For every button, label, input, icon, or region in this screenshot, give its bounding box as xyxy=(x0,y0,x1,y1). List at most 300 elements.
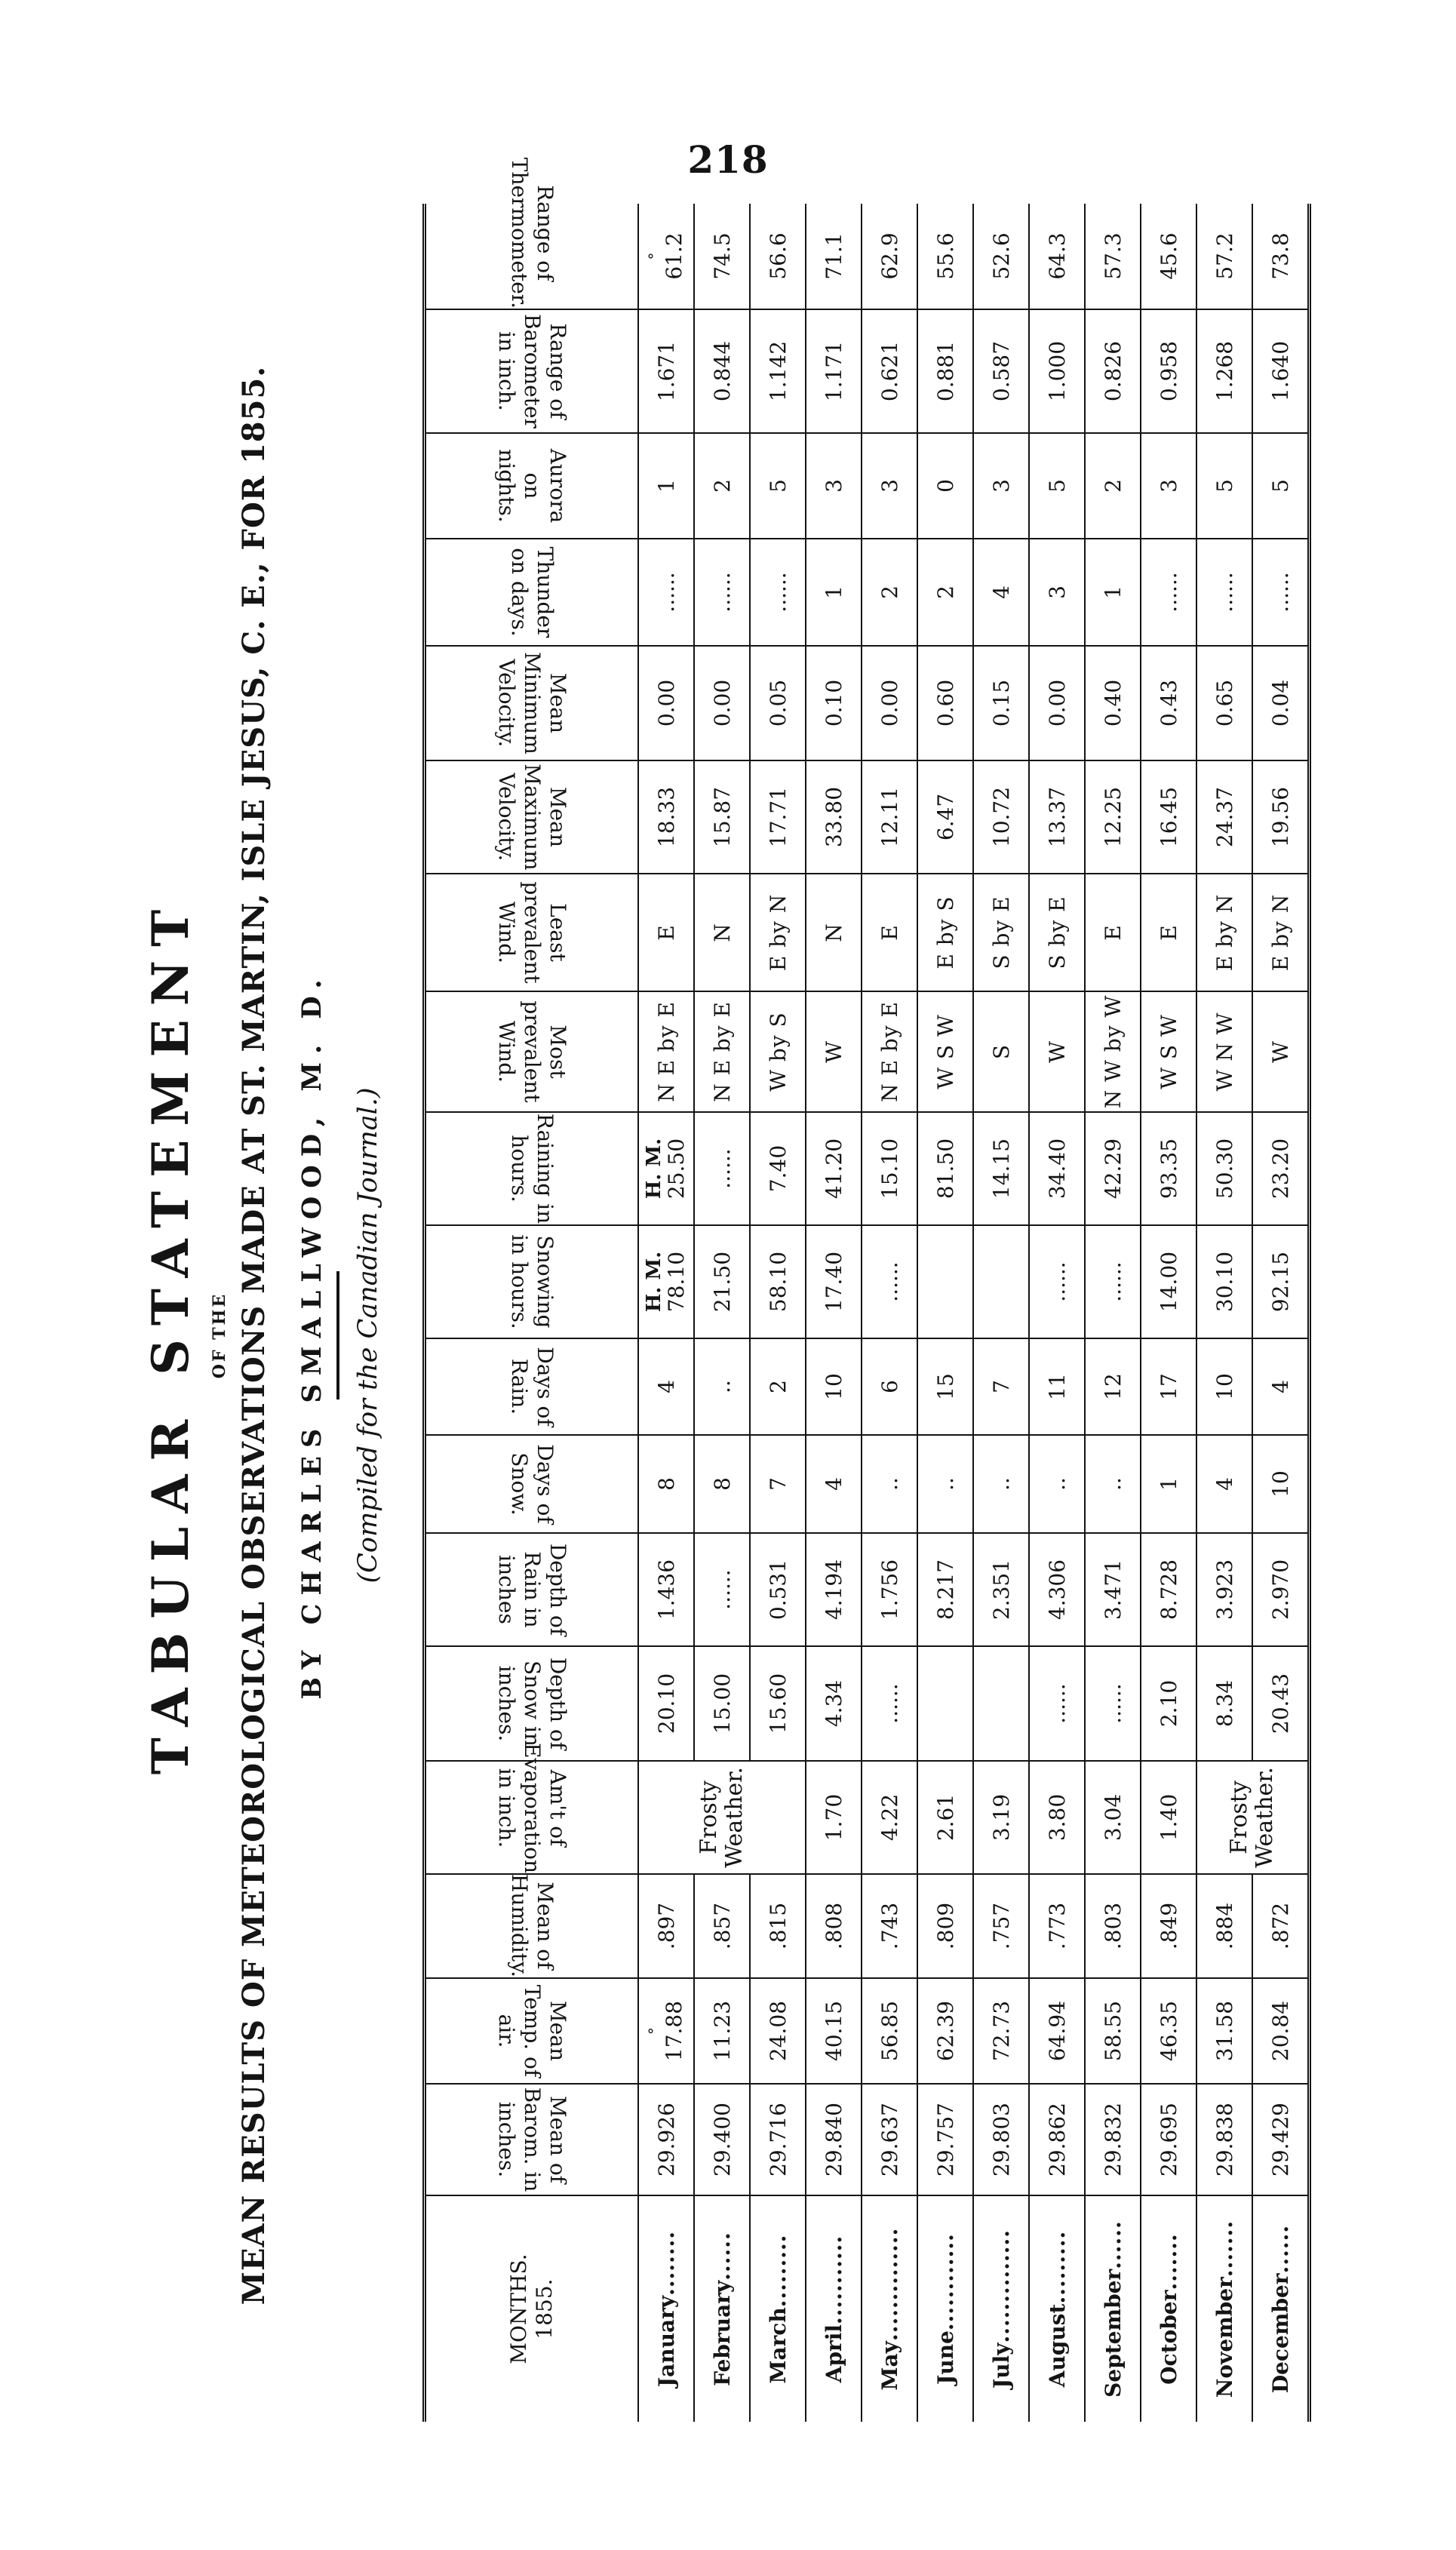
data-cell-aurora xyxy=(806,433,862,539)
data-cell-snow-depth xyxy=(806,1646,862,1761)
data-cell-rain-depth xyxy=(806,1533,862,1646)
data-cell-rain-depth xyxy=(1029,1533,1085,1646)
data-cell-temp xyxy=(1085,1978,1141,2084)
column-header xyxy=(425,646,639,760)
table-header-row xyxy=(425,204,639,2422)
data-cell-rain-days xyxy=(638,1338,694,1435)
cell-value: 10 xyxy=(1267,1470,1293,1498)
data-cell-barom xyxy=(917,2084,973,2195)
data-cell-range-therm xyxy=(862,204,917,309)
data-cell-humid xyxy=(973,1874,1029,1978)
cell-value: 0.00 xyxy=(877,679,902,727)
data-cell-snow-days xyxy=(1196,1435,1252,1533)
cell-value: 17.88 xyxy=(661,2000,687,2062)
cell-value: 3.923 xyxy=(1212,1559,1237,1621)
column-header xyxy=(425,1225,639,1338)
cell-value: ...... xyxy=(709,1148,735,1189)
data-cell-range-therm xyxy=(694,204,750,309)
month-cell xyxy=(1252,2195,1310,2422)
data-cell-rain-days xyxy=(750,1338,806,1435)
cell-value: .. xyxy=(988,1477,1014,1491)
month-label: May xyxy=(877,2341,902,2391)
table-row xyxy=(973,204,1029,2422)
data-cell-min-vel xyxy=(750,646,806,760)
data-cell-max-vel xyxy=(1252,760,1310,874)
cell-value: 62.39 xyxy=(932,2000,958,2062)
data-cell-max-vel xyxy=(750,760,806,874)
column-header-label: Most prevalent Wind. xyxy=(494,1000,570,1103)
cell-value: 19.56 xyxy=(1267,786,1293,848)
degree-symbol: ° xyxy=(644,252,663,260)
cell-value: .815 xyxy=(765,1902,791,1950)
data-cell-most-wind xyxy=(917,991,973,1112)
data-cell-snow-depth xyxy=(862,1646,917,1761)
data-cell-range-therm xyxy=(917,204,973,309)
cell-value: 0 xyxy=(932,479,958,493)
data-cell-min-vel xyxy=(638,646,694,760)
cell-value: ...... xyxy=(1100,1261,1126,1302)
data-cell-rain-hours xyxy=(862,1112,917,1225)
of-the-label: OF THE xyxy=(210,1292,229,1379)
data-cell-range-therm xyxy=(638,204,694,309)
data-cell-barom xyxy=(1085,2084,1141,2195)
cell-value: 0.844 xyxy=(709,340,735,402)
cell-value: 29.862 xyxy=(1044,2103,1070,2177)
cell-value: 29.840 xyxy=(821,2103,846,2177)
month-label: December xyxy=(1267,2273,1293,2394)
data-cell-aurora xyxy=(750,433,806,539)
data-cell-min-vel xyxy=(1196,646,1252,760)
column-header-label: Depth of Rain in inches xyxy=(494,1543,570,1636)
data-cell-aurora xyxy=(1029,433,1085,539)
cell-value: ...... xyxy=(877,1683,902,1724)
cell-value: 8 xyxy=(653,1477,679,1491)
data-cell-range-therm xyxy=(1252,204,1310,309)
data-cell-range-therm xyxy=(1196,204,1252,309)
leader-dots: ...... xyxy=(1267,2224,1293,2274)
data-cell-snow-depth xyxy=(917,1646,973,1761)
data-cell-temp xyxy=(917,1978,973,2084)
leader-dots: ...... xyxy=(709,2232,735,2281)
cell-value: 10 xyxy=(1212,1373,1237,1400)
data-cell-most-wind xyxy=(1196,991,1252,1112)
column-header-label: Days of Rain. xyxy=(507,1347,558,1427)
cell-value: 1.640 xyxy=(1267,340,1293,402)
data-cell-rain-days xyxy=(806,1338,862,1435)
cell-value: 3 xyxy=(1156,479,1181,493)
data-cell-max-vel xyxy=(1029,760,1085,874)
data-cell-rain-hours xyxy=(1085,1112,1141,1225)
cell-value: 29.757 xyxy=(932,2103,958,2177)
data-cell-range-bar xyxy=(694,309,750,433)
cell-value: 4 xyxy=(1212,1477,1237,1491)
cell-value: 10.72 xyxy=(988,786,1014,848)
cell-value: 0.60 xyxy=(932,679,958,727)
data-cell-rain-days xyxy=(917,1338,973,1435)
column-header-label: Range of Thermometer. xyxy=(507,157,558,309)
column-header xyxy=(425,157,639,309)
month-cell xyxy=(694,2195,750,2422)
month-cell xyxy=(638,2195,694,2422)
cell-value: .. xyxy=(1044,1477,1070,1491)
cell-value: 3.04 xyxy=(1100,1793,1126,1842)
cell-value: 21.50 xyxy=(709,1251,735,1313)
cell-value: 5 xyxy=(1267,479,1293,493)
data-cell-snow-days xyxy=(1085,1435,1141,1533)
data-cell-snow-hours xyxy=(638,1225,694,1338)
column-header xyxy=(425,1646,639,1761)
column-header xyxy=(425,1112,639,1225)
data-cell-rain-days xyxy=(1196,1338,1252,1435)
data-cell-rain-days xyxy=(1252,1338,1310,1435)
data-cell-aurora xyxy=(694,433,750,539)
data-cell-snow-days xyxy=(917,1435,973,1533)
data-cell-least-wind xyxy=(1141,874,1196,991)
frosty-weather-label: Frosty Weather. xyxy=(696,1767,748,1868)
hours-minutes-unit: H. M. xyxy=(642,1138,665,1200)
table-row xyxy=(806,204,862,2422)
data-cell-rain-depth xyxy=(1252,1533,1310,1646)
data-cell-evap xyxy=(806,1761,862,1874)
cell-value: 29.838 xyxy=(1212,2103,1237,2177)
leader-dots: ............ xyxy=(932,2233,958,2331)
cell-value: 81.50 xyxy=(932,1138,958,1200)
cell-value: 92.15 xyxy=(1267,1251,1293,1313)
cell-value: 45.6 xyxy=(1156,232,1181,280)
table-row xyxy=(1029,204,1085,2422)
cell-value: 58.10 xyxy=(765,1251,791,1313)
cell-value: .. xyxy=(1100,1477,1126,1491)
column-header-label: Mean of Humidity. xyxy=(507,1873,558,1978)
cell-value: 12.11 xyxy=(877,786,902,848)
cell-value: ...... xyxy=(765,572,791,613)
table-row xyxy=(1252,204,1310,2422)
column-header xyxy=(425,539,639,646)
cell-value: .803 xyxy=(1100,1902,1126,1950)
cell-value: .. xyxy=(932,1477,958,1491)
data-cell-range-therm xyxy=(1141,204,1196,309)
cell-value: 64.94 xyxy=(1044,2000,1070,2062)
data-cell-snow-hours xyxy=(1252,1225,1310,1338)
cell-value: 17.71 xyxy=(765,786,791,848)
cell-value: N xyxy=(709,923,735,942)
data-cell-most-wind xyxy=(806,991,862,1112)
data-cell-aurora xyxy=(1141,433,1196,539)
cell-value: 29.695 xyxy=(1156,2103,1181,2177)
cell-value: 56.85 xyxy=(877,2000,902,2062)
cell-value: ...... xyxy=(1100,1683,1126,1724)
cell-value: ...... xyxy=(1212,572,1237,613)
cell-value: 0.881 xyxy=(932,340,958,402)
month-label: August xyxy=(1044,2303,1070,2388)
data-cell-rain-hours xyxy=(917,1112,973,1225)
data-cell-range-bar xyxy=(1029,309,1085,433)
cell-value: 4 xyxy=(653,1380,679,1393)
month-label: March xyxy=(765,2307,791,2384)
cell-value: 57.2 xyxy=(1212,232,1237,280)
month-label: July xyxy=(988,2343,1014,2389)
cell-value: .743 xyxy=(877,1902,902,1950)
cell-value: W S W xyxy=(932,1014,958,1089)
data-cell-range-therm xyxy=(973,204,1029,309)
data-cell-temp xyxy=(750,1978,806,2084)
data-cell-evap xyxy=(1085,1761,1141,1874)
data-cell-snow-hours xyxy=(750,1225,806,1338)
cell-value: 7 xyxy=(765,1477,791,1491)
cell-value: 72.73 xyxy=(988,2000,1014,2062)
data-cell-barom xyxy=(1196,2084,1252,2195)
cell-value: 7 xyxy=(988,1380,1014,1393)
data-cell-snow-depth xyxy=(1196,1646,1252,1761)
data-cell-temp xyxy=(638,1978,694,2084)
cell-value: 29.803 xyxy=(988,2103,1014,2177)
data-cell-snow-depth xyxy=(1085,1646,1141,1761)
cell-value: 0.05 xyxy=(765,679,791,727)
column-header xyxy=(425,1338,639,1435)
data-cell-humid xyxy=(1029,1874,1085,1978)
cell-value: 2 xyxy=(932,585,958,599)
cell-value: 8.728 xyxy=(1156,1559,1181,1621)
data-cell-snow-days xyxy=(1141,1435,1196,1533)
cell-value: 8.217 xyxy=(932,1559,958,1621)
cell-value: 3 xyxy=(988,479,1014,493)
cell-value: 3.471 xyxy=(1100,1559,1126,1621)
data-cell-most-wind xyxy=(694,991,750,1112)
title-block xyxy=(136,234,407,2437)
leader-dots: ...... xyxy=(1100,2220,1126,2269)
cell-value: 7.40 xyxy=(765,1144,791,1193)
cell-value: 57.3 xyxy=(1100,232,1126,280)
cell-value: 1 xyxy=(653,479,679,493)
cell-value: 18.33 xyxy=(653,786,679,848)
cell-value: 33.80 xyxy=(821,786,846,848)
data-cell-snow-days xyxy=(1252,1435,1310,1533)
cell-value: 1 xyxy=(1100,585,1126,599)
leader-dots: .............. xyxy=(877,2227,902,2342)
data-cell-range-therm xyxy=(750,204,806,309)
data-cell-barom xyxy=(1029,2084,1085,2195)
frosty-weather-cell xyxy=(638,1761,806,1874)
cell-value: 29.400 xyxy=(709,2103,735,2177)
data-cell-min-vel xyxy=(806,646,862,760)
cell-value: 1.171 xyxy=(821,340,846,402)
cell-value: E xyxy=(653,924,679,941)
table-row xyxy=(750,204,806,2422)
hours-minutes-unit: H. M. xyxy=(642,1251,665,1313)
column-header xyxy=(425,2084,639,2195)
year-header-label: 1855. xyxy=(532,2278,557,2340)
data-cell-min-vel xyxy=(694,646,750,760)
cell-value: 11 xyxy=(1044,1373,1070,1400)
data-cell-max-vel xyxy=(1085,760,1141,874)
table-row xyxy=(1085,204,1141,2422)
data-cell-range-bar xyxy=(917,309,973,433)
data-cell-thunder xyxy=(1141,539,1196,646)
cell-value: 56.6 xyxy=(765,232,791,280)
cell-value: 1.142 xyxy=(765,340,791,402)
table-row xyxy=(1196,204,1252,2422)
column-header-label: Days of Snow. xyxy=(507,1444,558,1524)
data-cell-max-vel xyxy=(1196,760,1252,874)
data-cell-most-wind xyxy=(1029,991,1085,1112)
cell-value: 15 xyxy=(932,1373,958,1400)
cell-value: 2.10 xyxy=(1156,1679,1181,1728)
data-cell-snow-depth xyxy=(638,1646,694,1761)
month-cell xyxy=(1085,2195,1141,2422)
table-row xyxy=(862,204,917,2422)
cell-value: 5 xyxy=(1212,479,1237,493)
column-header xyxy=(425,433,639,539)
data-cell-aurora xyxy=(638,433,694,539)
data-cell-snow-days xyxy=(694,1435,750,1533)
data-cell-rain-hours xyxy=(806,1112,862,1225)
degree-symbol: ° xyxy=(644,2027,663,2035)
data-cell-snow-days xyxy=(1029,1435,1085,1533)
data-cell-least-wind xyxy=(694,874,750,991)
data-cell-most-wind xyxy=(1141,991,1196,1112)
data-cell-rain-hours xyxy=(973,1112,1029,1225)
data-cell-evap xyxy=(917,1761,973,1874)
cell-value: 13.37 xyxy=(1044,786,1070,848)
column-header-label: Mean Temp. of air. xyxy=(494,1984,570,2078)
data-cell-least-wind xyxy=(750,874,806,991)
column-header-label: Least prevalent Wind. xyxy=(494,881,570,984)
cell-value: 15.87 xyxy=(709,786,735,848)
cell-value: 0.00 xyxy=(1044,679,1070,727)
cell-value: 78.10 xyxy=(663,1251,689,1313)
data-cell-aurora xyxy=(862,433,917,539)
cell-value: 58.55 xyxy=(1100,2000,1126,2062)
cell-value: 17.40 xyxy=(821,1251,846,1313)
cell-value: S by E xyxy=(1044,896,1070,969)
data-cell-thunder xyxy=(750,539,806,646)
data-cell-least-wind xyxy=(1252,874,1310,991)
cell-value: W xyxy=(1044,1040,1070,1063)
data-cell-aurora xyxy=(917,433,973,539)
data-cell-snow-depth xyxy=(1029,1646,1085,1761)
data-cell-barom xyxy=(750,2084,806,2195)
month-label: June xyxy=(932,2330,958,2385)
data-cell-rain-days xyxy=(694,1338,750,1435)
cell-value: W xyxy=(1267,1040,1293,1063)
column-header-label: Mean of Barom. in inches. xyxy=(494,2087,570,2192)
cell-value: 1.756 xyxy=(877,1559,902,1621)
data-cell-most-wind xyxy=(973,991,1029,1112)
data-cell-humid xyxy=(917,1874,973,1978)
table-row xyxy=(1141,204,1196,2422)
data-cell-most-wind xyxy=(862,991,917,1112)
cell-value: 0.958 xyxy=(1156,340,1181,402)
cell-value: .857 xyxy=(709,1902,735,1950)
cell-value: .809 xyxy=(932,1902,958,1950)
cell-value: 20.10 xyxy=(653,1673,679,1734)
leader-dots: .............. xyxy=(988,2229,1014,2343)
cell-value: 4 xyxy=(1267,1380,1293,1393)
data-cell-max-vel xyxy=(694,760,750,874)
data-cell-evap xyxy=(973,1761,1029,1874)
data-cell-barom xyxy=(1141,2084,1196,2195)
month-label: February xyxy=(709,2280,735,2386)
data-cell-min-vel xyxy=(1085,646,1141,760)
cell-value: 17 xyxy=(1156,1373,1181,1400)
month-cell xyxy=(862,2195,917,2422)
month-cell xyxy=(917,2195,973,2422)
data-cell-humid xyxy=(750,1874,806,1978)
data-cell-temp xyxy=(1141,1978,1196,2084)
cell-value: 2.351 xyxy=(988,1559,1014,1621)
cell-value: 3.80 xyxy=(1044,1793,1070,1842)
month-cell xyxy=(1196,2195,1252,2422)
data-cell-rain-depth xyxy=(973,1533,1029,1646)
data-cell-barom xyxy=(638,2084,694,2195)
document-title: TABULAR STATEMENT xyxy=(141,896,200,1775)
month-cell xyxy=(806,2195,862,2422)
cell-value: 55.6 xyxy=(932,232,958,280)
cell-value: 14.00 xyxy=(1156,1251,1181,1313)
cell-value: ...... xyxy=(1044,1261,1070,1302)
data-cell-max-vel xyxy=(806,760,862,874)
cell-value: 3.19 xyxy=(988,1793,1014,1842)
column-header xyxy=(425,874,639,991)
data-cell-rain-hours xyxy=(1029,1112,1085,1225)
data-cell-rain-depth xyxy=(694,1533,750,1646)
data-cell-range-therm xyxy=(1085,204,1141,309)
data-cell-snow-days xyxy=(750,1435,806,1533)
data-cell-thunder xyxy=(973,539,1029,646)
cell-value: 2 xyxy=(765,1380,791,1393)
data-cell-least-wind xyxy=(806,874,862,991)
frosty-weather-label: Frosty Weather. xyxy=(1226,1767,1278,1868)
data-cell-snow-days xyxy=(806,1435,862,1533)
cell-value: W xyxy=(821,1040,846,1063)
cell-value: 1.671 xyxy=(653,340,679,402)
data-cell-thunder xyxy=(1085,539,1141,646)
cell-value: 40.15 xyxy=(821,2000,846,2062)
data-cell-min-vel xyxy=(1252,646,1310,760)
month-label: September xyxy=(1100,2269,1126,2398)
cell-value: 0.531 xyxy=(765,1559,791,1621)
cell-value: ...... xyxy=(877,1261,902,1302)
data-cell-most-wind xyxy=(1085,991,1141,1112)
column-header xyxy=(425,1743,639,1874)
month-cell xyxy=(1029,2195,1085,2422)
cell-value: 8.34 xyxy=(1212,1679,1237,1728)
data-cell-thunder xyxy=(1029,539,1085,646)
data-cell-least-wind xyxy=(917,874,973,991)
data-cell-snow-depth xyxy=(1141,1646,1196,1761)
cell-value: .. xyxy=(877,1477,902,1491)
cell-value: 23.20 xyxy=(1267,1138,1293,1200)
data-cell-temp xyxy=(694,1978,750,2084)
month-label: November xyxy=(1212,2277,1237,2398)
cell-value: W N W xyxy=(1212,1012,1237,1092)
column-header-label: Range of Barometer in inch. xyxy=(494,314,570,429)
cell-value: 15.00 xyxy=(709,1673,735,1734)
cell-value: ...... xyxy=(709,1569,735,1610)
cell-value: W S W xyxy=(1156,1014,1181,1089)
data-cell-range-bar xyxy=(1141,309,1196,433)
cell-value: 10 xyxy=(821,1373,846,1400)
data-cell-range-therm xyxy=(1029,204,1085,309)
column-header-label: Am't of Evaporation in inch. xyxy=(494,1743,570,1874)
cell-value: 4.306 xyxy=(1044,1559,1070,1621)
data-cell-rain-hours xyxy=(1141,1112,1196,1225)
data-cell-humid xyxy=(1141,1874,1196,1978)
cell-value: 1.000 xyxy=(1044,340,1070,402)
cell-value: 2 xyxy=(877,585,902,599)
data-cell-rain-depth xyxy=(1196,1533,1252,1646)
data-cell-humid xyxy=(1085,1874,1141,1978)
